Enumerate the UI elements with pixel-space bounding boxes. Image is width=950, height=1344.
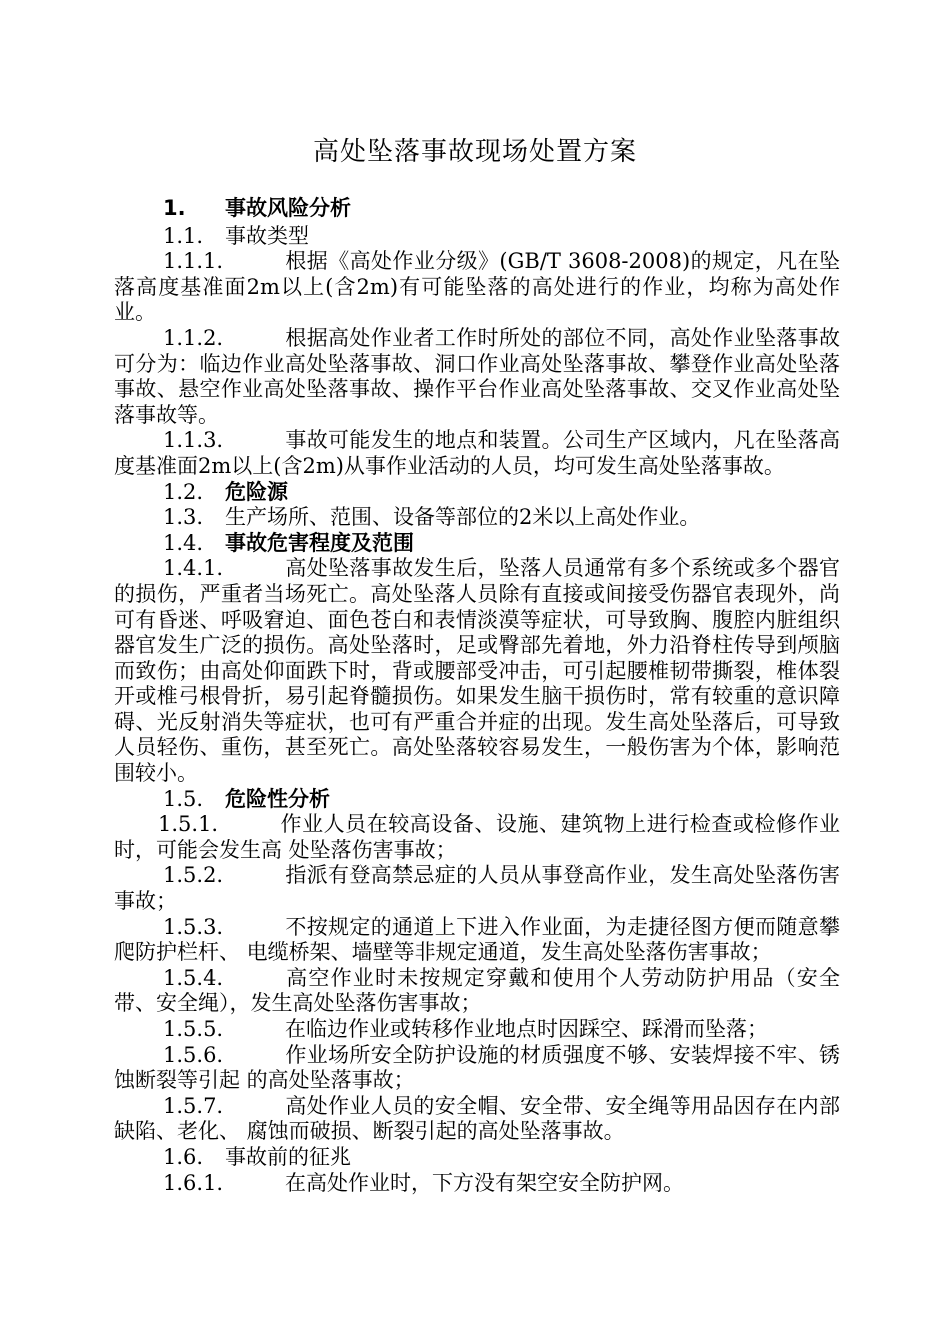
- clause-number: 1.6.1.: [163, 1170, 224, 1195]
- clause-text: 不按规定的通道上下进入作业面，为走捷径图方便而随意攀爬防护栏杆、 电缆桥架、墙壁等非规定通道，发生高处坠落伤害事故；: [114, 914, 840, 965]
- section-number: 1.4.: [163, 530, 204, 555]
- section-label: 事故前的征兆: [225, 1144, 351, 1169]
- clause-1-1-1: [114, 249, 840, 326]
- clause-number: 1.5.6.: [163, 1042, 224, 1067]
- section-1-3-heading: [114, 505, 840, 531]
- clause-text: 在高处作业时，下方没有架空安全防护网。: [285, 1170, 684, 1195]
- section-number: 1.: [163, 196, 186, 220]
- section-1-2-heading: [114, 480, 840, 506]
- clause-1-4-1: [114, 556, 840, 786]
- clause-1-1-3: [114, 428, 840, 479]
- clause-text: 作业人员在较高设备、设施、建筑物上进行检查或检修作业时，可能会发生高 处坠落伤害事故；: [114, 812, 840, 862]
- document-body: [114, 196, 840, 1196]
- clause-number: 1.1.3.: [163, 428, 224, 453]
- section-1-6-heading: [114, 1145, 840, 1171]
- clause-1-5-5: [114, 1017, 840, 1043]
- section-label: 事故风险分析: [225, 196, 351, 220]
- clause-number: 1.1.1.: [163, 249, 224, 274]
- clause-1-1-2: [114, 326, 840, 428]
- clause-text: 指派有登高禁忌症的人员从事登高作业，发生高处坠落伤害事故；: [114, 863, 840, 914]
- clause-number: 1.5.3.: [163, 914, 224, 939]
- section-label: 事故类型: [225, 223, 309, 248]
- clause-number: 1.1.2.: [163, 325, 224, 350]
- section-1-heading: [114, 196, 840, 222]
- clause-number: 1.5.4.: [163, 965, 224, 990]
- clause-text: 根据《高处作业分级》(GB/T 3608-2008)的规定，凡在坠落高度基准面2m以上(含2m)有可能坠落的高处进行的作业，均称为高处作业。: [114, 249, 840, 325]
- clause-text: 高处作业人员的安全帽、安全带、安全绳等用品因存在内部缺陷、老化、 腐蚀而破损、断裂引起的高处坠落事故。: [114, 1093, 840, 1144]
- section-label: 事故危害程度及范围: [225, 530, 414, 555]
- section-1-1-heading: [114, 224, 840, 250]
- clause-1-5-1: [114, 812, 840, 863]
- clause-text: 根据高处作业者工作时所处的部位不同，高处作业坠落事故可分为：临边作业高处坠落事故、洞口作业高处坠落事故、攀登作业高处坠落事故、悬空作业高处坠落事故、操作平台作业高处坠落事故、交叉作业高处坠落事故等。: [114, 325, 840, 427]
- clause-number: 1.5.7.: [163, 1093, 224, 1118]
- clause-text: 事故可能发生的地点和装置。公司生产区域内，凡在坠落高度基准面2m以上(含2m)从事作业活动的人员，均可发生高处坠落事故。: [114, 428, 840, 478]
- section-label: 生产场所、范围、设备等部位的2米以上高处作业。: [225, 505, 701, 530]
- clause-text: 高处坠落事故发生后，坠落人员通常有多个系统或多个器官的损伤，严重者当场死亡。高处坠落人员除有直接或间接受伤器官表现外，尚可有昏迷、呼吸窘迫、面色苍白和表情淡漠等症状，可导致胸、腹腔内脏组织器官发生广泛的损伤。高处坠落时，足或臀部先着地，外力沿脊柱传导到颅脑而致伤；由高处仰面跌下时，背或腰部受冲击，可引起腰椎韧带撕裂，椎体裂开或椎弓根骨折，易引起脊髓损伤。如果发生脑干损伤时，常有较重的意识障碍、光反射消失等症状，也可有严重合并症的出现。发生高处坠落后，可导致人员轻伤、重伤，甚至死亡。高处坠落较容易发生，一般伤害为个体，影响范围较小。: [114, 556, 840, 786]
- clause-text: 高空作业时未按规定穿戴和使用个人劳动防护用品（安全带、安全绳），发生高处坠落伤害事故；: [114, 965, 840, 1016]
- clause-number: 1.5.5.: [163, 1017, 224, 1041]
- page-title: 高处坠落事故现场处置方案: [312, 137, 637, 167]
- clause-1-5-6: [114, 1043, 840, 1094]
- section-label: 危险性分析: [225, 786, 330, 811]
- section-1-4-heading: [114, 531, 840, 557]
- section-number: 1.1.: [163, 223, 204, 248]
- clause-1-5-2: [114, 863, 840, 914]
- section-label: 危险源: [225, 479, 288, 504]
- section-1-5-heading: [114, 787, 840, 813]
- clause-1-6-1: [114, 1171, 840, 1197]
- clause-1-5-4: [114, 966, 840, 1017]
- clause-1-5-7: [114, 1094, 840, 1145]
- section-number: 1.6.: [163, 1144, 204, 1169]
- clause-number: 1.4.1.: [163, 556, 224, 581]
- clause-number: 1.5.1.: [158, 812, 219, 837]
- clause-text: 作业场所安全防护设施的材质强度不够、安装焊接不牢、锈蚀断裂等引起 的高处坠落事故；: [114, 1042, 840, 1093]
- section-number: 1.2.: [163, 479, 204, 504]
- clause-1-5-3: [114, 915, 840, 966]
- clause-text: 在临边作业或转移作业地点时因踩空、踩滑而坠落；: [285, 1017, 768, 1041]
- section-number: 1.5.: [163, 786, 204, 811]
- section-number: 1.3.: [163, 505, 204, 530]
- clause-number: 1.5.2.: [163, 863, 224, 888]
